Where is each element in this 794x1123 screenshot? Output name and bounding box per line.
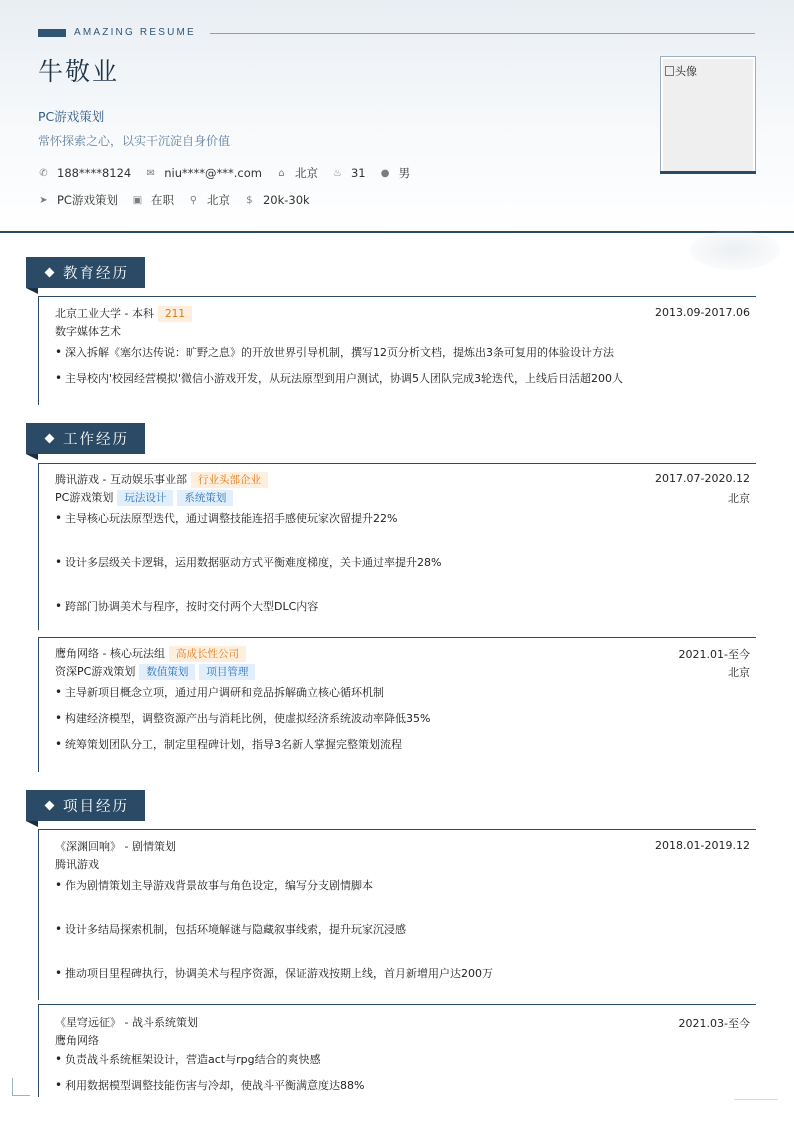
status-value: 在职: [150, 193, 174, 207]
entry-rule: [38, 464, 39, 630]
entry-date: 2018.01-2019.12: [655, 839, 750, 852]
work-entry: [38, 463, 756, 631]
skill-tag: 数值策划: [139, 664, 195, 680]
entry-heading: [55, 645, 246, 662]
brand-accent-bar: [38, 29, 66, 37]
home-value: 北京: [294, 166, 318, 180]
company-name: 鹰角网络 - 核心玩法组: [55, 647, 165, 660]
list-item: • 构建经济模型，调整资源产出与消耗比例，使虚拟经济系统波动率降低35%: [55, 710, 430, 726]
work-entry: [38, 637, 756, 773]
send-icon: ➤: [39, 194, 48, 206]
list-item: • 跨部门协调美术与程序，按时交付两个大型DLC内容: [55, 598, 318, 614]
skill-tag: 玩法设计: [117, 490, 173, 506]
email-item: [145, 166, 262, 180]
page-corner-mark: [734, 1099, 778, 1100]
avatar-alt: [665, 63, 697, 79]
project-company: 鹰角网络: [55, 1034, 99, 1047]
briefcase-icon: ▣: [132, 194, 143, 206]
job-title: PC游戏策划: [38, 109, 105, 124]
section-title-text: 教育经历: [63, 266, 129, 282]
gender-value: 男: [398, 166, 411, 180]
diamond-icon: [45, 434, 55, 444]
list-item: • 主导核心玩法原型迭代，通过调整技能连招手感使玩家次留提升22%: [55, 510, 397, 526]
avatar-underline: [660, 171, 756, 174]
cake-icon: ♨: [332, 167, 342, 179]
home-item: [276, 165, 318, 181]
avatar: [660, 56, 756, 174]
entry-date: 2021.01-至今: [678, 648, 750, 661]
skill-tag: 项目管理: [199, 664, 255, 680]
entry-date: 2021.03-至今: [678, 1017, 750, 1030]
project-heading: 《深渊回响》 - 剧情策划: [55, 840, 176, 853]
education-entry: [38, 296, 756, 406]
intent-city-value: 北京: [206, 193, 230, 207]
entry-rule: [38, 830, 39, 1000]
diamond-icon: [45, 801, 55, 811]
broken-image-icon: [665, 66, 674, 76]
brand-label: AMAZING RESUME: [74, 27, 196, 38]
gender-icon: ●: [380, 167, 390, 179]
list-item: • 主导校内'校园经营模拟'微信小游戏开发，从玩法原型到用户测试，协调5人团队完成3轮迭代，上线后日活超200人: [55, 370, 623, 386]
position-name: PC游戏策划: [55, 491, 114, 504]
entry-date: 2013.09-2017.06: [655, 306, 750, 319]
section-fold: [26, 288, 38, 294]
avatar-alt-text: 头像: [675, 65, 697, 78]
job-intent-row: [38, 192, 324, 208]
intent-position-item: [38, 192, 118, 208]
phone-item: [38, 166, 131, 180]
gender-item: [380, 165, 411, 181]
position-row: [55, 489, 233, 506]
entry-heading: [55, 305, 192, 322]
home-icon: ⌂: [278, 167, 285, 179]
section-title-text: 项目经历: [63, 799, 129, 815]
school-tag: 211: [158, 306, 192, 322]
school-name: 北京工业大学 - 本科: [55, 307, 154, 320]
motto: 常怀探索之心，以实干沉淀自身价值: [38, 134, 231, 148]
section-title-education: [26, 257, 145, 288]
intent-position-value: PC游戏策划: [57, 193, 118, 207]
salary-item: [244, 193, 310, 207]
section-title-projects: [26, 790, 145, 821]
phone-icon: ✆: [39, 167, 48, 179]
project-entry: [38, 1004, 756, 1096]
entry-rule: [38, 1005, 39, 1097]
diamond-icon: [45, 268, 55, 278]
section-title-work: [26, 423, 145, 454]
list-item: • 设计多层级关卡逻辑，运用数据驱动方式平衡难度梯度，关卡通过率提升28%: [55, 554, 441, 570]
list-item: • 深入拆解《塞尔达传说：旷野之息》的开放世界引导机制，撰写12页分析文档，提炼出3条可复用的体验设计方法: [55, 344, 614, 360]
age-value: 31: [350, 166, 366, 180]
location-icon: ⚲: [189, 194, 198, 206]
brand-divider: [210, 33, 755, 34]
age-item: [332, 166, 366, 180]
list-item: • 主导新项目概念立项，通过用户调研和竞品拆解确立核心循环机制: [55, 684, 384, 700]
header-divider: [0, 231, 794, 233]
page-corner-mark: [12, 1078, 30, 1096]
position-row: [55, 663, 255, 680]
entry-heading: [55, 471, 268, 488]
entry-location: 北京: [728, 492, 750, 505]
company-tag: 行业头部企业: [191, 472, 268, 488]
project-heading: 《星穹远征》 - 战斗系统策划: [55, 1016, 198, 1029]
section-fold: [26, 821, 38, 827]
email-value: niu****@***.com: [164, 166, 262, 180]
skill-tag: 系统策划: [177, 490, 233, 506]
entry-rule: [38, 297, 39, 405]
candidate-name: 牛敬业: [38, 57, 120, 86]
list-item: • 推动项目里程碑执行，协调美术与程序资源，保证游戏按期上线，首月新增用户达200万: [55, 965, 493, 981]
entry-rule: [38, 638, 39, 772]
intent-city-item: [188, 192, 230, 208]
list-item: • 作为剧情策划主导游戏背景故事与角色设定，编写分支剧情脚本: [55, 877, 373, 893]
position-name: 资深PC游戏策划: [55, 665, 136, 678]
contact-info-row: [38, 165, 424, 181]
list-item: • 设计多结局探索机制，包括环境解谜与隐藏叙事线索，提升玩家沉浸感: [55, 921, 406, 937]
phone-value: 188****8124: [57, 166, 132, 180]
salary-value: 20k-30k: [262, 193, 310, 207]
entry-location: 北京: [728, 666, 750, 679]
avatar-placeholder: [663, 59, 753, 171]
status-item: [132, 192, 174, 208]
money-icon: $: [246, 194, 253, 206]
major: 数字媒体艺术: [55, 325, 121, 338]
section-title-text: 工作经历: [63, 432, 129, 448]
list-item: • 统筹策划团队分工，制定里程碑计划，指导3名新人掌握完整策划流程: [55, 736, 402, 752]
list-item: • 负责战斗系统框架设计，营造act与rpg结合的爽快感: [55, 1051, 321, 1067]
project-company: 腾讯游戏: [55, 858, 99, 871]
company-name: 腾讯游戏 - 互动娱乐事业部: [55, 473, 187, 486]
header-shadow: [690, 230, 780, 270]
mail-icon: ✉: [146, 167, 155, 179]
section-fold: [26, 454, 38, 460]
entry-date: 2017.07-2020.12: [655, 472, 750, 485]
list-item: • 利用数据模型调整技能伤害与冷却，使战斗平衡满意度达88%: [55, 1077, 364, 1093]
company-tag: 高成长性公司: [169, 646, 246, 662]
project-entry: [38, 829, 756, 1001]
